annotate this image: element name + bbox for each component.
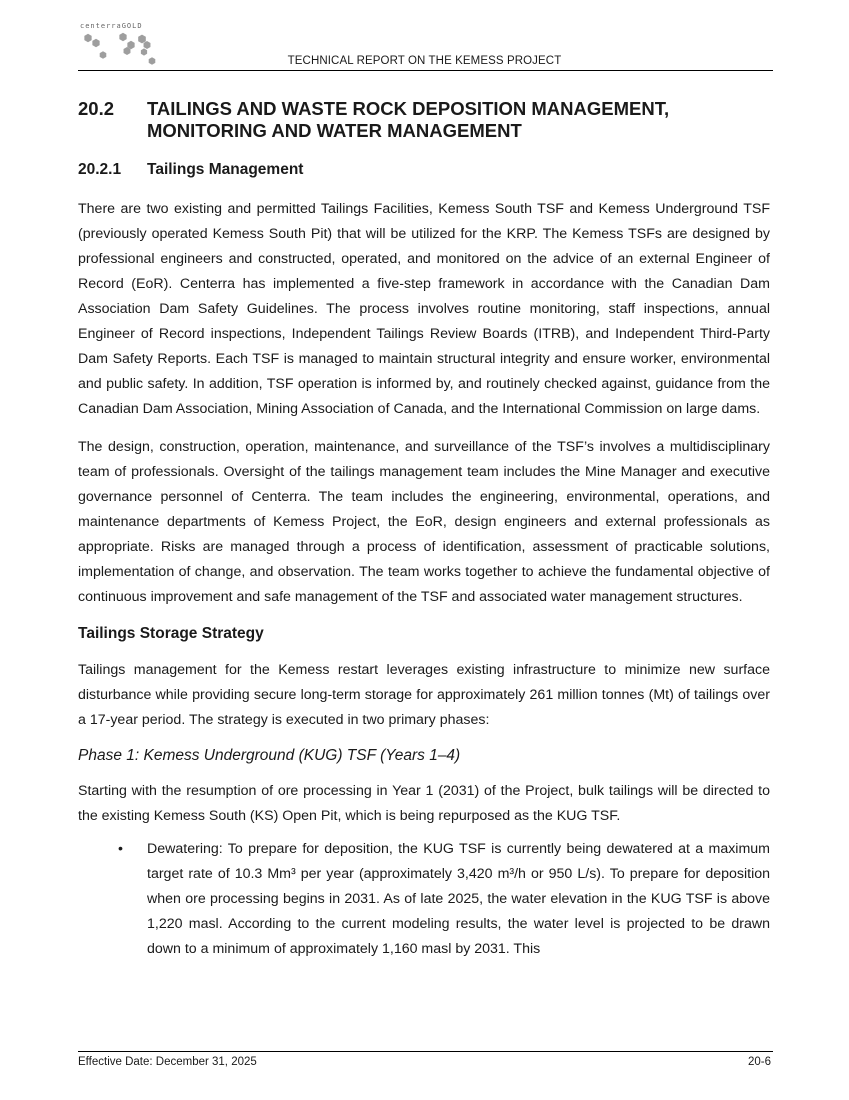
bullet-list	[78, 837, 770, 962]
heading-storage-strategy: Tailings Storage Strategy	[78, 625, 264, 642]
heading-phase-1: Phase 1: Kemess Underground (KUG) TSF (Years 1–4)	[78, 747, 461, 764]
logo-hexagon	[138, 35, 146, 44]
logo-hexagon	[144, 41, 151, 49]
logo-hexagon	[84, 34, 91, 42]
paragraph-tsf-overview: There are two existing and permitted Tailings Facilities, Kemess South TSF and Kemess Underground TSF (previously operated Kemess South Pit) that will be utilized for the KRP. The Kemess TSFs are designed by professional engineers and constructed, operated, and monitored on the advice of an external Engineer of Record (EoR). Centerra has implemented a five-step framework in accordance with the Canadian Dam Association Dam Safety Guidelines. The process involves routine monitoring, staff inspections, annual Engineer of Record inspections, Independent Tailings Review Boards (ITRB), and Independent Third-Party Dam Safety Reports. Each TSF is managed to maintain structural integrity and ensure worker, environmental and public safety. In addition, TSF operation is informed by, and routinely checked against, guidance from the Canadian Dam Association, Mining Association of Canada, and the International Commission on large dams.	[78, 201, 770, 417]
paragraph-storage-strategy: Tailings management for the Kemess restart leverages existing infrastructure to minimize new surface disturbance while providing secure long-term storage for approximately 261 million tonnes (Mt) of tailings over a 17-year period. The strategy is executed in two primary phases:	[78, 662, 770, 728]
subsection-heading	[78, 160, 770, 180]
running-header: TECHNICAL REPORT ON THE KEMESS PROJECT	[287, 55, 562, 67]
bullet-text-dewatering: Dewatering: To prepare for deposition, the KUG TSF is currently being dewatered at a maximum target rate of 10.3 Mm³ per year (approximately 3,420 m³/h or 950 L/s). To prepare for deposition when ore processing begins in 2031. As of late 2025, the water elevation in the KUG TSF is above 1,220 masl. According to the current modeling results, the water level is projected to be drawn down to a minimum of approximately 1,160 masl by 2031. This	[147, 841, 770, 957]
section-number: 20.2	[78, 98, 115, 119]
paragraph-management-team: The design, construction, operation, maintenance, and surveillance of the TSF’s involves a multidisciplinary team of professionals. Oversight of the tailings management team includes the Mine Manager and executive governance personnel of Centerra. The team includes the engineering, environmental, operations, and maintenance departments of Kemess Project, the EoR, design engineers and external professionals as appropriate. Risks are managed through a process of identification, assessment of practicable solutions, implementation of change, and observation. The team works together to achieve the fundamental objective of continuous improvement and safe management of the TSF and associated water management structures.	[78, 439, 770, 605]
logo-wordmark: centerraGOLD	[80, 22, 143, 30]
footer-divider	[78, 1051, 773, 1052]
bullet-marker: •	[118, 841, 123, 857]
subsection-title: Tailings Management	[147, 161, 304, 178]
logo-hexagon	[92, 39, 99, 47]
section-title: TAILINGS AND WASTE ROCK DEPOSITION MANAGEMENT, MONITORING AND WATER MANAGEMENT	[147, 98, 670, 141]
footer-effective-date: Effective Date: December 31, 2025	[78, 1056, 257, 1068]
paragraph-phase-1: Starting with the resumption of ore processing in Year 1 (2031) of the Project, bulk tailings will be directed to the existing Kemess South (KS) Open Pit, which is being repurposed as the KUG TSF.	[78, 783, 770, 824]
footer-page-number: 20-6	[747, 1056, 771, 1068]
logo-hexagon	[119, 33, 126, 41]
page-body	[78, 98, 770, 962]
subsection-number: 20.2.1	[78, 161, 122, 178]
list-item	[78, 837, 770, 962]
header-divider	[78, 70, 773, 71]
section-heading	[78, 98, 770, 142]
